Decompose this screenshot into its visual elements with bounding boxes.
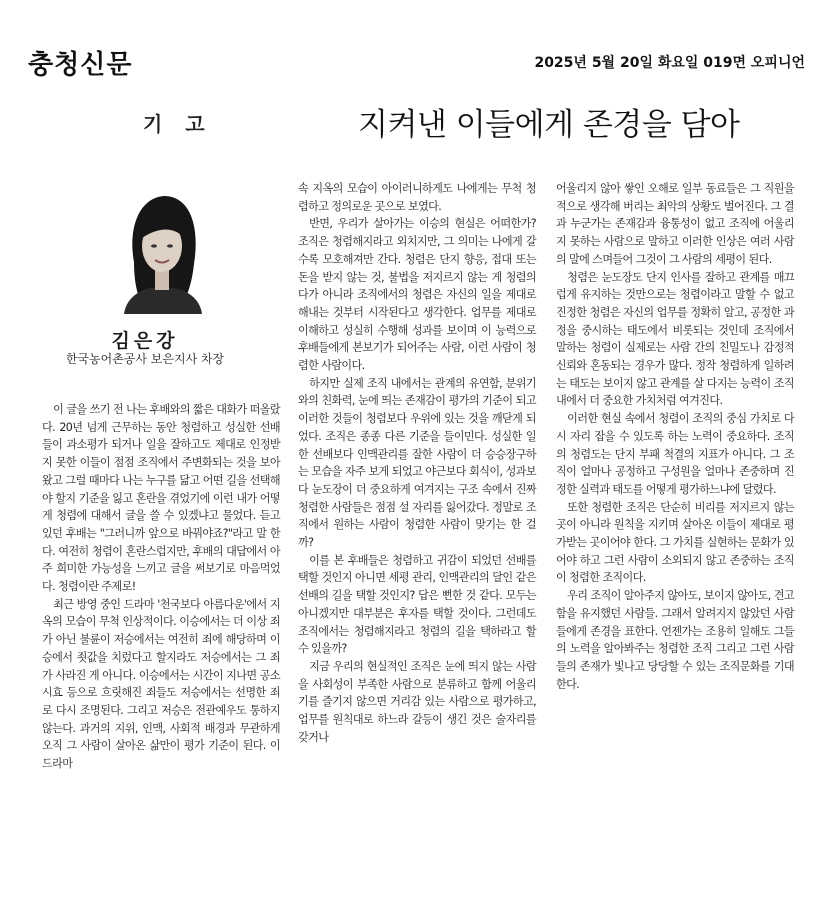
masthead: 충청신문 (28, 50, 133, 80)
paragraph: 최근 방영 중인 드라마 '천국보다 아름다운'에서 지옥의 모습이 무척 인상적이다. 이승에서는 더 이상 죄가 아닌 불륜이 저승에서는 여전히 죄에 해당하며 이승에서 죗값을 치렀다고 할지라도 저승에서는 그 죄가 사라진 게 아니다. 이승에서는 시간이 지나면 공소시효 등으로 흐릿해진 죄들도 저승에서는 선명한 죄로 다시 조명된다. 그리고 저승은 전관예우도 통하지 않는다. 과거의 지위, 인맥, 사회적 배경과 무관하게 오직 그 사람이 살아온 삶만이 평가 기준이 된다. 이 드라마 (42, 597, 280, 771)
paragraph: 우리 조직이 알아주지 않아도, 보이지 않아도, 견고함을 유지했던 사람들. 그래서 알려지지 않았던 사람들에게 존경을 표한다. 언젠가는 조용히 일해도 그들의 노력을 알아봐주는 청렴한 조직 그리고 그런 사람들의 존재가 빛나고 당당할 수 있는 조직문화를 기대한다. (556, 589, 794, 691)
paragraph: 청렴은 눈도장도 단지 인사를 잘하고 관계를 매끄럽게 유지하는 것만으로는 청렴이라고 말할 수 없고 진정한 청렴은 자신의 업무를 정확히 알고, 공정한 과정을 중시하는 태도에서 비롯되는 것인데 조직에서 말하는 청렴이 실제로는 사람 간의 친밀도나 감정적 신뢰와 혼동되는 경우가 많다. 정작 청렴하게 일하려는 태도는 보이지 않고 관계를 살 다지는 능력이 조직 내에서 더 중요한 가치처럼 여겨진다. (556, 270, 794, 408)
paragraph: 이를 본 후배들은 청렴하고 귀감이 되었던 선배를 택할 것인지 아니면 세평 관리, 인맥관리의 달인 같은 선배의 길을 택할 것인지? 답은 뻔한 것 같다. 모두는 아니겠지만 대부분은 후자를 택할 것이다. 그런데도 조직에서는 청렴해지라고 청렴의 길을 택하라고 할 수 있을까? (298, 553, 536, 656)
article-column-1 (42, 401, 280, 773)
paragraph: 이러한 현실 속에서 청렴이 조직의 중심 가치로 다시 자리 잡을 수 있도록 하는 노력이 중요하다. 조직의 청렴도는 단지 부패 척결의 지표가 아니다. 그 조직이 얼마나 공정하고 구성원을 얼마나 존중하며 진정한 실력과 태도를 어떻게 평가하느냐에 달렸다. (556, 412, 794, 496)
article-column-3 (556, 180, 794, 693)
author-portrait (120, 190, 204, 314)
paragraph: 또한 청렴한 조직은 단순히 비리를 저지르지 않는 곳이 아니라 원칙을 지키며 살아온 이들이 제대로 평가받는 곳이어야 한다. 그 가치를 실현하는 문화가 있어야 하고 그런 사람이 소외되지 않고 존중하는 조직이 청렴한 조직이다. (556, 500, 794, 585)
paragraph: 속 지옥의 모습이 아이러니하게도 나에게는 무척 청렴하고 정의로운 곳으로 보였다. (298, 182, 536, 213)
author-name: 김은강 (111, 330, 179, 352)
article-column-2 (298, 180, 536, 747)
paragraph: 하지만 실제 조직 내에서는 관계의 유연함, 분위기와의 친화력, 눈에 띄는 존재감이 평가의 기준이 되고 이러한 것들이 청렴보다 우위에 있는 것을 깨닫게 되었다. 조직은 종종 다른 기준을 들이민다. 성실한 일한 선배보다 인맥관리를 잘한 사람이 더 승승장구하는 모습을 자주 보게 되었고 야근보다 회식이, 성과보다 눈도장이 더 중요하게 여겨지는 구조 속에서 진짜 청렴한 사람들은 점점 설 자리를 잃어갔다. 정말로 조직에서 원하는 사람이 청렴한 사람이 맞기는 한 걸까? (298, 376, 536, 550)
paragraph: 지금 우리의 현실적인 조직은 눈에 띄지 않는 사람을 사회성이 부족한 사람으로 분류하고 함께 어울리기를 즐기지 않으면 거리감 있는 사람으로 평가하고, 업무를 원칙대로 하느라 갈등이 생긴 것은 술자리를 갖거나 (298, 659, 536, 744)
paragraph: 어울리지 않아 쌓인 오해로 일부 동료들은 그 직원을 적으로 생각해 버리는 최악의 상황도 벌어진다. 그 결과 누군가는 존재감과 융통성이 없고 조직에 어울리지 못하는 사람으로 말하고 이러한 인상은 여러 사람의 말에 스며들어 그것이 그 사람의 세평이 된다. (556, 182, 794, 266)
dateline: 2025년 5월 20일 화요일 019면 오피니언 (534, 55, 805, 71)
paragraph: 이 글을 쓰기 전 나는 후배와의 짧은 대화가 떠올랐다. 20년 넘게 근무하는 동안 청렴하고 성실한 선배들이 과소평가 되거나 일을 잘하고도 제대로 인정받지 못한 이들이 점점 조직에서 주변화되는 것을 보아왔고 그럴 때마다 나는 누구를 닮고 어떤 길을 선택해야 할지 기준을 잃고 혼란을 겪었기에 이런 내가 어떻게 청렴에 대해서 글을 쓸 수 있겠냐고 물었다. 듣고 있던 후배는 "그러니까 앞으로 바꿔야죠?"라고 말 한다. 여전히 청렴이 혼란스럽지만, 후배의 대답에서 아주 희미한 가능성을 느끼고 글을 써보기로 마음먹었다. 청렴이란 주제로! (42, 403, 280, 594)
paragraph: 반면, 우리가 살아가는 이승의 현실은 어떠한가? 조직은 청렴해지라고 외치지만, 그 의미는 나에게 갈수록 모호해져만 간다. 청렴은 단지 향응, 접대 또는 돈을 받지 않는 것, 불법을 저지르지 않는 게 청렴의 다가 아니라 조직에서의 청렴은 자신의 일을 제대로 해내는 것부터 시작된다고 생각한다. 업무를 제대로 이해하고 성실히 수행해 성과를 보이며 이 능력으로 후배들에게 본보기가 되어주는 사람, 이런 사람이 청렴한 사람이다. (298, 217, 536, 373)
headline: 지켜낸 이들에게 존경을 담아 (358, 107, 740, 143)
section-label: 기 고 (143, 112, 213, 136)
author-title: 한국농어촌공사 보은지사 차장 (65, 352, 225, 366)
